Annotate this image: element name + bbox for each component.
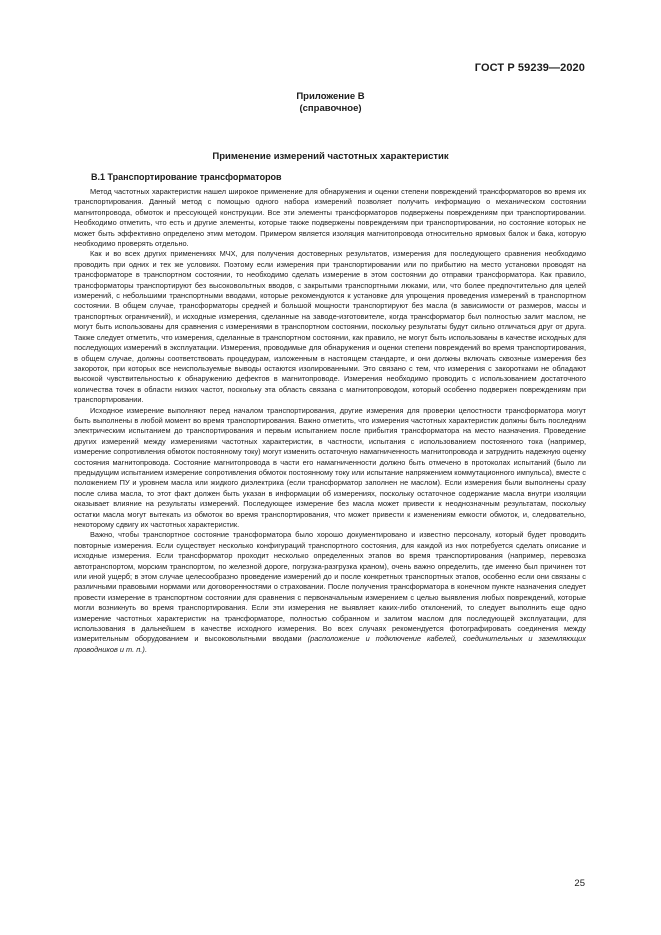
paragraph: Как и во всех других применениях МЧХ, для получения достоверных результатов, измерения для последующего сравнения необходимо проводить при одних и тех же условиях. Поэтому если измерения при транспортировании или по прибытию на место установки проводят на трансформаторе в транспортном состоянии, то необходимо сделать измерение в этом состоянии до отправки трансформатора. Как правило, трансформаторы транспортируют без высоковольтных вводов, с закрытыми транспортными люками, или, что более предпочтительно для целей измерений, с небольшими транспортными вводами, которые рекомендуются к установке для упрощения проведения измерений в транспортном состоянии. В общем случае, трансформаторы средней и большой мощности транспортируют без масла (в зависимости от размеров, массы и транспортных ограничений), и исходные измерения, сделанные на заводе-изготовителе, когда трансформатор был полностью залит маслом, не могут быть использованы для сравнения с измерениями в транспортном состоянии, поскольку результаты будут сильно отличаться друг от друга. Также следует отметить, что измерения, сделанные в транспортном состоянии, как правило, не могут быть использованы в качестве исходных для последующих измерений в эксплуатации. Измерения, проводимые для обнаружения и оценки степени повреждений во время транспортирования, в общем случае, должны соответствовать процедурам, изложенным в настоящем стандарте, и они должны включать сквозные измерения без закороток, при которых все неиспользуемые выводы остаются изолированными. Это связано с тем, что измерения с закоротками не обладают высокой чувствительностью к обнаружению дефектов в магнитопроводе. Измерения необходимо проводить с использованием достаточного количества точек в области низких частот, поскольку эта область связана с магнитопроводом, который особенно подвержен повреждениям при транспортировании. xyxy=(74,249,586,405)
appendix-heading xyxy=(0,91,661,115)
standard-code: ГОСТ Р 59239—2020 xyxy=(474,62,585,74)
paragraph xyxy=(74,530,586,655)
paragraph-text: Важно, чтобы транспортное состояние трансформатора было хорошо документировано и известно персоналу, который будет проводить повторные измерения. Если существует несколько конфигураций транспортного состояния, для каждой из них потребуется сделать описание и исходные измерения. Если трансформатор проходит несколько определенных этапов во время транспортирования (например, перевозка автотранспортом, морским транспортом, по железной дороге, погрузка-разгрузка краном), очень важно определить, где именно был причинен тот или иной ущерб; в этом случае целесообразно проведение измерений до и после конкретных транспортных этапов, особенно если они связаны с различными правовыми нормами или договоренностями о страховании. После получения трансформатора в конечном пункте назначения следует провести измерение в транспортном состоянии для сравнения с первоначальным измерением с целью выявления любых повреждений, которые могли возникнуть во время транспортирования. Если эти измерения не выявляет каких-либо отклонений, то следует выполнить еще одно измерение частотных характеристик на трансформаторе, полностью собранном и залитом маслом для последующей эксплуатации, для использования в дальнейшем в качестве исходного измерения. Во всех случаях рекомендуется фотографировать соединения между измерительным оборудованием и высоковольтными вводами xyxy=(74,530,586,644)
paragraph: Исходное измерение выполняют перед началом транспортирования, другие измерения для проверки целостности трансформатора могут быть выполнены в любой момент во время транспортирования. Важно отметить, что измерения частотных характеристик должны быть последним электрическим испытанием до транспортирования и первым испытанием после прибытия трансформатора на место назначения. Проведение других измерений между измерениями частотных характеристик, в частности, испытания с использованием постоянного тока (например, измерение сопротивления обмоток постоянному току) могут изменить остаточную намагниченность магнитопровода и затруднить надежную оценку состояния магнитопровода. Состояние магнитопровода в части его намагниченности должно быть отмечено в протоколах испытаний (было ли предыдущим испытанием измерение сопротивления обмоток постоянному току или испытание напряжением коммутационного импульса), вместе с положением ПУ и уровнем масла или жидкого диэлектрика (если трансформатор заполнен не маслом). Если измерения были выполнены сразу после слива масла, то этот факт должен быть указан в информации об измерениях, поскольку остаточное содержание масла внутри изоляции оказывает влияние на результаты измерений. Последующее измерение без масла может привести к неоднозначным результатам, поскольку остатки масла могут вытекать из обмоток во время транспортирования, что может привести к изменениям емкости обмоток, и, следовательно, некоторому сдвигу их частотных характеристик. xyxy=(74,405,586,529)
italic-note: (расположение и подключение кабелей, соединительных и заземляющих проводников и т. п.) xyxy=(74,634,586,654)
appendix-title: Приложение В xyxy=(296,91,365,102)
section-title: Применение измерений частотных характеристик xyxy=(212,151,449,162)
paragraph: Метод частотных характеристик нашел широкое применение для обнаружения и оценки степени повреждений трансформаторов во время их транспортирования. Данный метод с помощью одного набора измерений позволяет получить информацию о механическом состоянии магнитопровода, обмоток и прессующей конструкции. Все эти элементы трансформаторов подвержены повреждениям при транспортировании. Необходимо отметить, что есть и другие элементы, которые также подвержены повреждениям при транспортировании, но состояние которых не может быть эффективно определено этим методом. Примером является изоляция магнитопровода относительно ярмовых балок и бака, которую необходимо проверять отдельно. xyxy=(74,187,586,249)
paragraph-end: . xyxy=(144,644,147,654)
appendix-status: (справочное) xyxy=(299,103,362,114)
body-text xyxy=(74,187,586,655)
page-number: 25 xyxy=(574,878,585,889)
subsection-title: В.1 Транспортирование трансформаторов xyxy=(91,172,282,182)
